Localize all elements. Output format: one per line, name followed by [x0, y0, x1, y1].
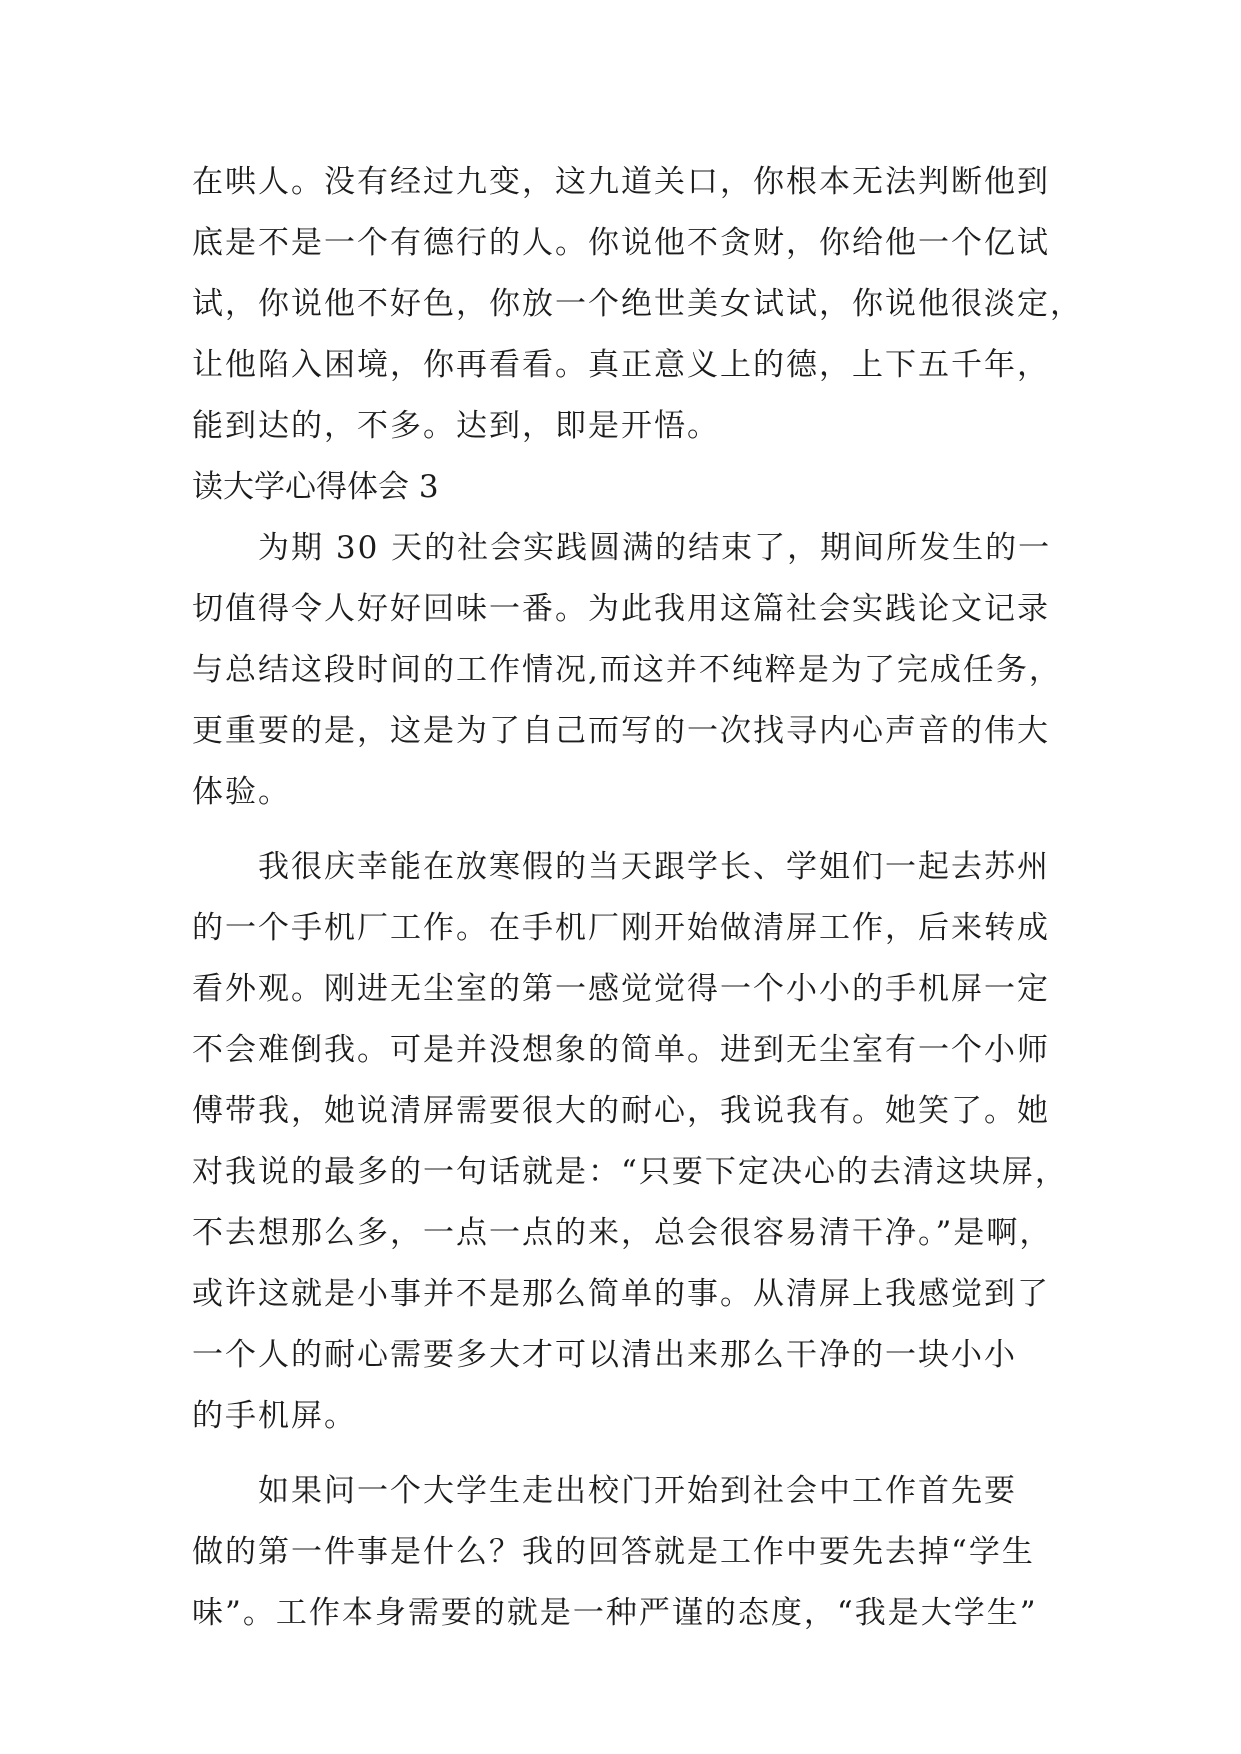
paragraph-factory-work — [192, 837, 1068, 1447]
paragraph-student-attitude — [192, 1461, 1052, 1644]
text-line: 味”。工作本身需要的就是一种严谨的态度，“我是大学生” — [192, 1595, 1038, 1631]
text-line: 傅带我，她说清屏需要很大的耐心，我说我有。她笑了。她 — [192, 1093, 1050, 1129]
text-line: 与总结这段时间的工作情况,而这并不纯粹是为了完成任务， — [192, 652, 1062, 688]
text-line: 的一个手机厂工作。在手机厂刚开始做清屏工作，后来转成 — [192, 910, 1050, 946]
text-line: 我很庆幸能在放寒假的当天跟学长、学姐们一起去苏州 — [258, 849, 1050, 885]
text-line: 如果问一个大学生走出校门开始到社会中工作首先要 — [258, 1473, 1017, 1509]
text-line: 的手机屏。 — [192, 1398, 357, 1434]
text-line: 切值得令人好好回味一番。为此我用这篇社会实践论文记录 — [192, 591, 1050, 627]
paragraph-practice-summary — [192, 518, 1062, 823]
text-line: 底是不是一个有德行的人。你说他不贪财，你给他一个亿试 — [192, 225, 1050, 261]
text-line: 在哄人。没有经过九变，这九道关口，你根本无法判断他到 — [192, 164, 1050, 200]
document-body — [192, 152, 1083, 1644]
intro-paragraph — [192, 152, 1083, 457]
text-line: 让他陷入困境，你再看看。真正意义上的德，上下五千年， — [192, 347, 1050, 383]
text-line: 能到达的，不多。达到，即是开悟。 — [192, 408, 720, 444]
text-line: 为期 30 天的社会实践圆满的结束了，期间所发生的一 — [258, 530, 1052, 566]
text-line: 一个人的耐心需要多大才可以清出来那么干净的一块小小 — [192, 1337, 1017, 1373]
text-line: 做的第一件事是什么？我的回答就是工作中要先去掉“学生 — [192, 1534, 1035, 1570]
text-line: 体验。 — [192, 774, 291, 810]
text-line: 不去想那么多，一点一点的来，总会很容易清干净。”是啊， — [192, 1215, 1053, 1251]
text-line: 对我说的最多的一句话就是：“只要下定决心的去清这块屏， — [192, 1154, 1068, 1190]
text-line: 不会难倒我。可是并没想象的简单。进到无尘室有一个小师 — [192, 1032, 1050, 1068]
text-line: 或许这就是小事并不是那么简单的事。从清屏上我感觉到了 — [192, 1276, 1050, 1312]
text-line: 更重要的是，这是为了自己而写的一次找寻内心声音的伟大 — [192, 713, 1050, 749]
text-line: 试，你说他不好色，你放一个绝世美女试试，你说他很淡定， — [192, 286, 1083, 322]
section-heading: 读大学心得体会 3 — [192, 469, 439, 505]
text-line: 看外观。刚进无尘室的第一感觉觉得一个小小的手机屏一定 — [192, 971, 1050, 1007]
